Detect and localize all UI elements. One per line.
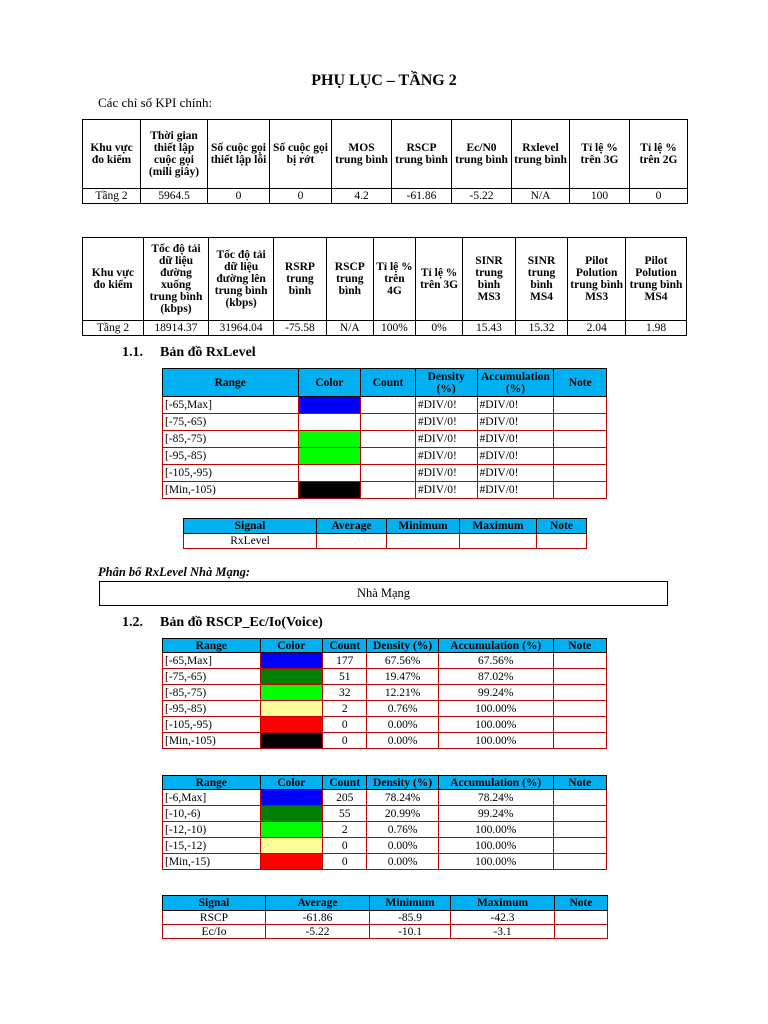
note-cell [553, 653, 606, 669]
signal-cell: -3.1 [451, 925, 555, 939]
table-header-row [163, 896, 608, 911]
table-row [163, 717, 607, 733]
note-cell [553, 806, 606, 822]
count-cell: 51 [323, 669, 367, 685]
count-cell: 2 [323, 701, 367, 717]
table-row [163, 448, 607, 465]
section-label: Bản đồ RSCP_Ec/Io(Voice) [160, 615, 323, 630]
range-cell: [Min,-15) [163, 854, 261, 870]
accumulation-cell: 100.00% [438, 701, 553, 717]
range-cell: [-65,Max] [163, 397, 299, 414]
signal-cell: RSCP [163, 911, 266, 925]
signal-cell: -85.9 [370, 911, 451, 925]
header-accumulation: Accumulation (%) [438, 639, 553, 653]
accumulation-cell: 100.00% [438, 733, 553, 749]
table-row [163, 431, 607, 448]
density-cell: 0.00% [367, 717, 438, 733]
density-cell: 0.00% [367, 733, 438, 749]
density-cell: #DIV/0! [415, 397, 477, 414]
kpi1-header-cell: RSCP trung bình [392, 120, 452, 189]
header-note: Note [554, 369, 607, 397]
signal-cell [317, 534, 387, 549]
color-swatch [260, 717, 322, 733]
count-cell: 0 [323, 717, 367, 733]
kpi1-header-cell: Khu vực đo kiểm [83, 120, 141, 189]
range-cell: [-6,Max] [163, 790, 261, 806]
range-cell: [-15,-12) [163, 838, 261, 854]
kpi-table-1-header [83, 120, 688, 189]
accumulation-cell: 100.00% [438, 717, 553, 733]
color-swatch [298, 397, 361, 414]
range-cell: [Min,-105) [163, 482, 299, 499]
density-cell: 78.24% [367, 790, 438, 806]
table-row [163, 414, 607, 431]
density-cell: 19.47% [367, 669, 438, 685]
table-header-row [163, 776, 607, 790]
accumulation-cell: #DIV/0! [477, 465, 554, 482]
accumulation-cell: #DIV/0! [477, 448, 554, 465]
range-cell: [-95,-85) [163, 701, 261, 717]
density-cell: 0.76% [367, 701, 438, 717]
kpi2-cell: N/A [326, 321, 373, 336]
color-swatch [260, 854, 322, 870]
color-swatch [260, 838, 322, 854]
count-cell: 0 [323, 838, 367, 854]
accumulation-cell: 87.02% [438, 669, 553, 685]
header-count: Count [323, 639, 367, 653]
header-range: Range [163, 369, 299, 397]
header-color: Color [260, 776, 322, 790]
kpi2-header-cell: Pilot Polution trung bình MS4 [626, 238, 687, 321]
kpi1-cell: 4.2 [332, 189, 392, 204]
accumulation-cell: 100.00% [438, 854, 553, 870]
kpi2-cell: 2.04 [568, 321, 626, 336]
density-cell: #DIV/0! [415, 448, 477, 465]
density-cell: #DIV/0! [415, 482, 477, 499]
kpi-table-2-header [83, 238, 687, 321]
signal-cell: -10.1 [370, 925, 451, 939]
accumulation-cell: 99.24% [438, 685, 553, 701]
header-color: Color [298, 369, 361, 397]
range-cell: [-95,-85) [163, 448, 299, 465]
range-cell: [-105,-95) [163, 717, 261, 733]
header-color: Color [260, 639, 322, 653]
header-minimum: Minimum [387, 519, 460, 534]
kpi2-header-cell: Tốc độ tải dữ liệu đường lên trung bình (kbps) [209, 238, 274, 321]
count-cell: 32 [323, 685, 367, 701]
kpi2-cell: 0% [415, 321, 462, 336]
range-cell: [-10,-6) [163, 806, 261, 822]
table-row [163, 806, 607, 822]
density-cell: #DIV/0! [415, 465, 477, 482]
header-signal: Signal [163, 896, 266, 911]
color-swatch [260, 653, 322, 669]
accumulation-cell: 99.24% [438, 806, 553, 822]
kpi2-header-cell: SINR trung bình MS4 [515, 238, 568, 321]
density-cell: 0.00% [367, 854, 438, 870]
count-cell: 205 [323, 790, 367, 806]
kpi2-cell: Tầng 2 [83, 321, 144, 336]
color-swatch [260, 669, 322, 685]
kpi2-cell: 31964.04 [209, 321, 274, 336]
note-cell [553, 822, 606, 838]
count-cell: 0 [323, 733, 367, 749]
kpi2-cell: 15.32 [515, 321, 568, 336]
kpi1-header-cell: MOS trung bình [332, 120, 392, 189]
count-cell: 2 [323, 822, 367, 838]
nha-mang-box: Nhà Mạng [99, 581, 668, 606]
signal-cell [537, 534, 587, 549]
color-swatch [298, 431, 361, 448]
section-number: 1.1. [122, 345, 143, 360]
color-swatch [260, 685, 322, 701]
count-cell: 0 [323, 854, 367, 870]
kpi2-header-cell: RSRP trung bình [274, 238, 327, 321]
note-cell [554, 482, 607, 499]
kpi2-header-cell: Pilot Polution trung bình MS3 [568, 238, 626, 321]
kpi2-cell: 100% [373, 321, 415, 336]
table-row [163, 397, 607, 414]
kpi2-cell: 1.98 [626, 321, 687, 336]
accumulation-cell: 78.24% [438, 790, 553, 806]
accumulation-cell: #DIV/0! [477, 397, 554, 414]
section-heading-rxlevel [122, 345, 256, 361]
count-cell [361, 448, 416, 465]
density-cell: 0.00% [367, 838, 438, 854]
header-note: Note [537, 519, 587, 534]
kpi-table-1 [82, 119, 688, 204]
rscp-signal-table [162, 895, 608, 939]
note-cell [553, 717, 606, 733]
table-header-row [163, 369, 607, 397]
note-cell [553, 669, 606, 685]
signal-cell [555, 911, 608, 925]
accumulation-cell: 100.00% [438, 822, 553, 838]
header-range: Range [163, 776, 261, 790]
signal-cell [460, 534, 537, 549]
kpi2-header-cell: Tốc độ tải dữ liệu đường xuống trung bình (kbps) [143, 238, 208, 321]
note-cell [553, 854, 606, 870]
ecio-range-table [162, 775, 607, 870]
signal-cell: Ec/Io [163, 925, 266, 939]
note-cell [553, 685, 606, 701]
kpi1-cell: 5964.5 [141, 189, 208, 204]
table-header-row [163, 639, 607, 653]
color-swatch [260, 701, 322, 717]
range-cell: [Min,-105) [163, 733, 261, 749]
kpi2-header-cell: Tỉ lệ % trên 3G [415, 238, 462, 321]
color-swatch [260, 790, 322, 806]
count-cell [361, 465, 416, 482]
kpi-table-2 [82, 237, 687, 336]
kpi1-cell: 0 [630, 189, 688, 204]
range-cell: [-12,-10) [163, 822, 261, 838]
header-signal: Signal [184, 519, 317, 534]
count-cell [361, 414, 416, 431]
header-note: Note [555, 896, 608, 911]
kpi1-header-cell: Số cuộc gọi thiết lập lỗi [208, 120, 270, 189]
accumulation-cell: #DIV/0! [477, 482, 554, 499]
density-cell: 0.76% [367, 822, 438, 838]
kpi1-header-cell: Thời gian thiết lập cuộc gọi (mili giây) [141, 120, 208, 189]
header-average: Average [317, 519, 387, 534]
color-swatch [260, 822, 322, 838]
rscp-range-table [162, 638, 607, 749]
table-row [163, 911, 608, 925]
kpi1-cell: -61.86 [392, 189, 452, 204]
rxlevel-distribution-label: Phân bố RxLevel Nhà Mạng: [98, 565, 251, 579]
count-cell [361, 397, 416, 414]
table-header-row [184, 519, 587, 534]
note-cell [553, 733, 606, 749]
table-row [163, 465, 607, 482]
page-title: PHỤ LỤC – TẦNG 2 [311, 72, 457, 89]
range-cell: [-105,-95) [163, 465, 299, 482]
signal-cell: -61.86 [266, 911, 370, 925]
kpi1-cell: 0 [208, 189, 270, 204]
kpi2-header-cell: SINR trung bình MS3 [463, 238, 516, 321]
header-maximum: Maximum [460, 519, 537, 534]
header-average: Average [266, 896, 370, 911]
header-note: Note [553, 776, 606, 790]
kpi1-header-cell: Số cuộc gọi bị rớt [270, 120, 332, 189]
count-cell [361, 431, 416, 448]
rxlevel-range-table [162, 368, 607, 499]
kpi1-cell: -5.22 [452, 189, 512, 204]
range-cell: [-85,-75) [163, 685, 261, 701]
note-cell [554, 414, 607, 431]
accumulation-cell: 100.00% [438, 838, 553, 854]
density-cell: 67.56% [367, 653, 438, 669]
accumulation-cell: 67.56% [438, 653, 553, 669]
header-note: Note [553, 639, 606, 653]
color-swatch [260, 806, 322, 822]
section-heading-rscp [122, 615, 323, 631]
count-cell: 55 [323, 806, 367, 822]
range-cell: [-85,-75) [163, 431, 299, 448]
signal-cell: -5.22 [266, 925, 370, 939]
color-swatch [298, 414, 361, 431]
table-row [163, 482, 607, 499]
signal-cell [387, 534, 460, 549]
signal-cell: -42.3 [451, 911, 555, 925]
note-cell [554, 397, 607, 414]
table-row [83, 321, 687, 336]
signal-cell [555, 925, 608, 939]
color-swatch [260, 733, 322, 749]
kpi1-header-cell: Ec/N0 trung bình [452, 120, 512, 189]
header-density: Density (%) [367, 776, 438, 790]
note-cell [554, 465, 607, 482]
density-cell: 12.21% [367, 685, 438, 701]
kpi1-header-cell: Tỉ lệ % trên 2G [630, 120, 688, 189]
header-range: Range [163, 639, 261, 653]
accumulation-cell: #DIV/0! [477, 431, 554, 448]
range-cell: [-65,Max] [163, 653, 261, 669]
table-row [163, 838, 607, 854]
kpi1-header-cell: Tỉ lệ % trên 3G [570, 120, 630, 189]
kpi1-cell: N/A [512, 189, 570, 204]
count-cell: 177 [323, 653, 367, 669]
count-cell [361, 482, 416, 499]
accumulation-cell: #DIV/0! [477, 414, 554, 431]
kpi1-cell: 0 [270, 189, 332, 204]
kpi2-header-cell: Tỉ lệ % trên 4G [373, 238, 415, 321]
density-cell: #DIV/0! [415, 414, 477, 431]
range-cell: [-75,-65) [163, 669, 261, 685]
color-swatch [298, 448, 361, 465]
kpi-intro: Các chỉ số KPI chính: [98, 95, 213, 110]
note-cell [553, 701, 606, 717]
note-cell [553, 790, 606, 806]
kpi1-cell: 100 [570, 189, 630, 204]
header-count: Count [323, 776, 367, 790]
table-row [163, 822, 607, 838]
header-density: Density (%) [415, 369, 477, 397]
table-row [163, 854, 607, 870]
kpi2-header-cell: RSCP trung bình [326, 238, 373, 321]
header-count: Count [361, 369, 416, 397]
table-row [163, 925, 608, 939]
kpi2-cell: -75.58 [274, 321, 327, 336]
table-row [163, 685, 607, 701]
kpi1-header-cell: Rxlevel trung bình [512, 120, 570, 189]
table-row [83, 189, 688, 204]
note-cell [554, 431, 607, 448]
kpi2-cell: 15.43 [463, 321, 516, 336]
table-row [163, 790, 607, 806]
note-cell [554, 448, 607, 465]
range-cell: [-75,-65) [163, 414, 299, 431]
color-swatch [298, 482, 361, 499]
header-density: Density (%) [367, 639, 438, 653]
table-row [163, 669, 607, 685]
table-row [163, 733, 607, 749]
header-maximum: Maximum [451, 896, 555, 911]
kpi1-cell: Tầng 2 [83, 189, 141, 204]
density-cell: 20.99% [367, 806, 438, 822]
kpi2-header-cell: Khu vực đo kiểm [83, 238, 144, 321]
density-cell: #DIV/0! [415, 431, 477, 448]
section-number: 1.2. [122, 615, 143, 630]
table-row [163, 701, 607, 717]
section-label: Bản đồ RxLevel [160, 345, 256, 360]
header-minimum: Minimum [370, 896, 451, 911]
color-swatch [298, 465, 361, 482]
header-accumulation: Accumulation (%) [477, 369, 554, 397]
table-row [163, 653, 607, 669]
note-cell [553, 838, 606, 854]
header-accumulation: Accumulation (%) [438, 776, 553, 790]
table-row [184, 534, 587, 549]
signal-cell: RxLevel [184, 534, 317, 549]
kpi2-cell: 18914.37 [143, 321, 208, 336]
rxlevel-signal-table [183, 518, 587, 549]
